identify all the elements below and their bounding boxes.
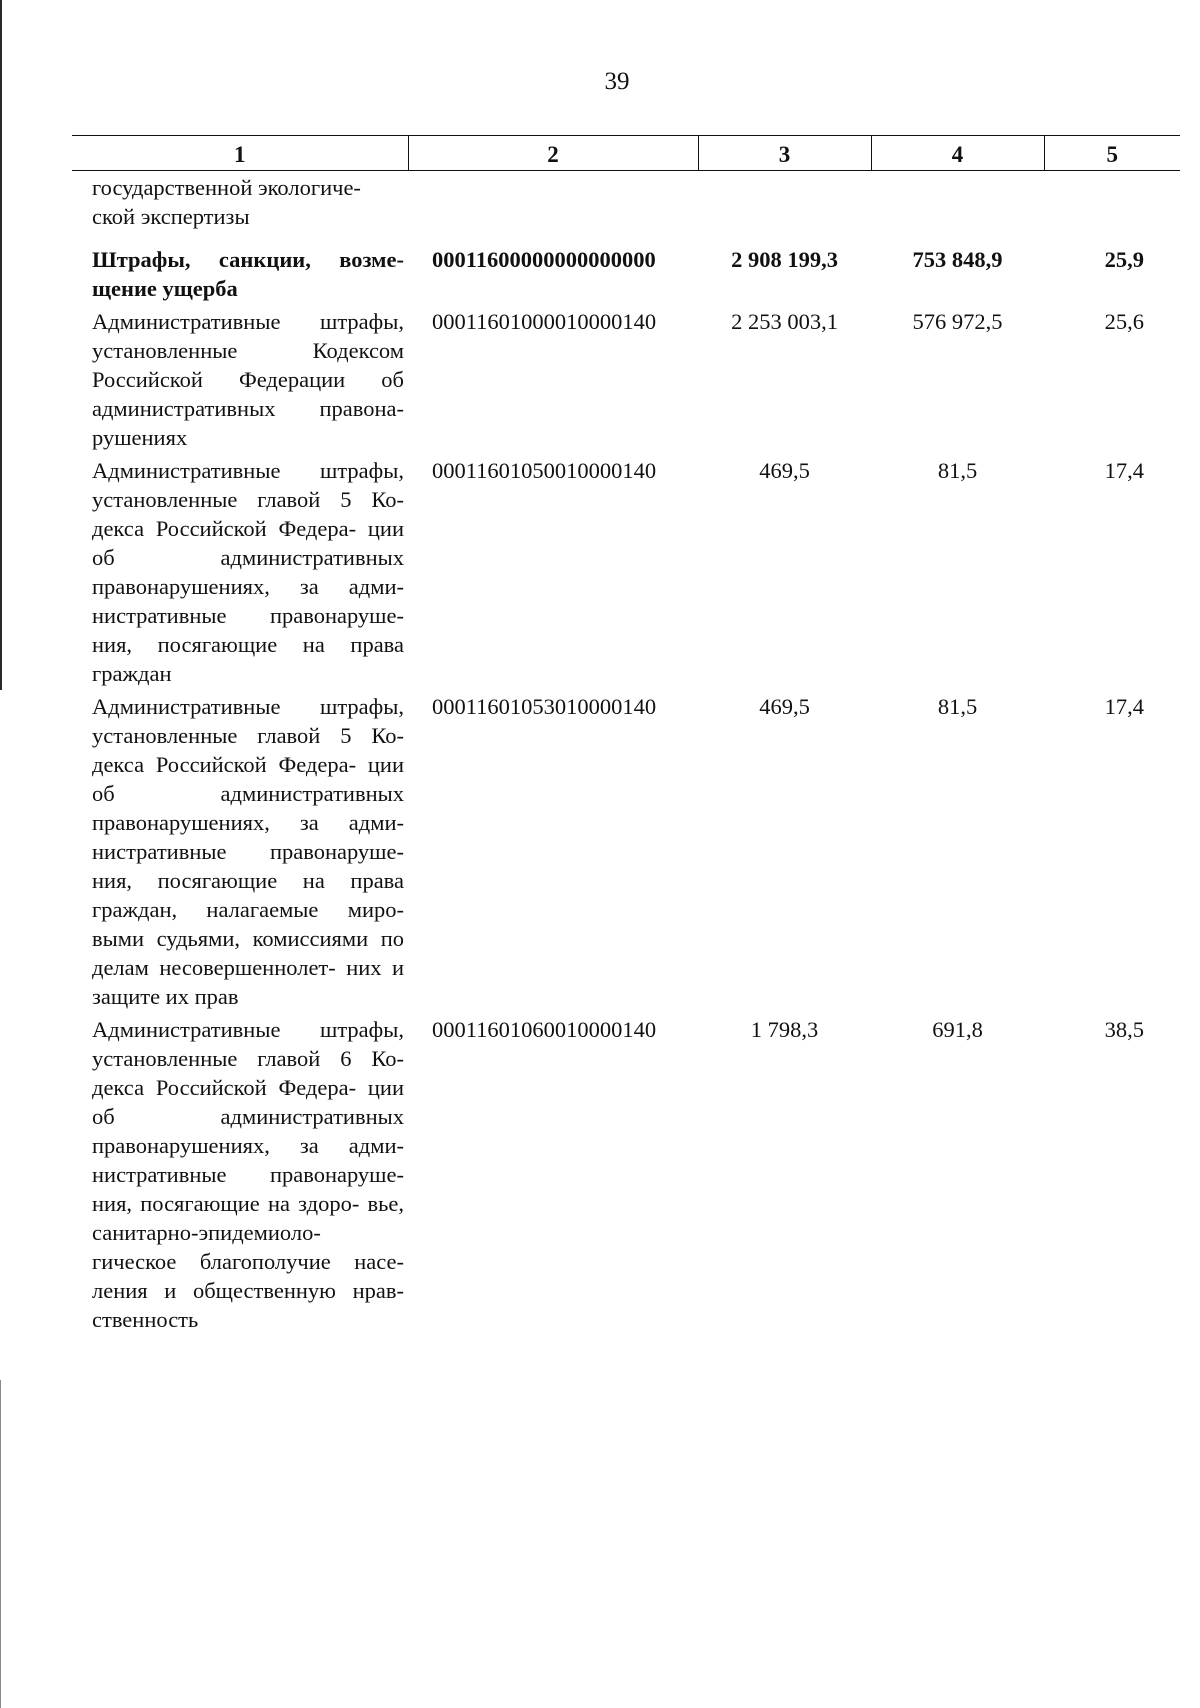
- continuation-line: ской экспертизы: [92, 204, 250, 229]
- table-row: [72, 452, 1180, 688]
- revenue-name-cell: [72, 231, 408, 303]
- plan-value-cell: 469,5: [759, 458, 810, 483]
- revenue-name-cell: [72, 688, 408, 1011]
- column-header-1: 1: [72, 136, 408, 171]
- revenue-name-line: Штрафы, санкции, возме-: [92, 247, 404, 272]
- actual-value-cell: 81,5: [937, 458, 978, 483]
- revenue-name-line: ния, посягающие на права: [92, 868, 404, 893]
- revenue-name-cell: [72, 452, 408, 688]
- continuation-name-cell: [72, 171, 408, 232]
- table-row-continuation: [72, 171, 1180, 232]
- revenue-name-line: вье, санитарно-эпидемиоло-: [92, 1191, 404, 1245]
- percent-value-cell: 17,4: [1104, 458, 1144, 483]
- revenue-name-line: Административные штрафы,: [92, 1017, 404, 1042]
- plan-value-cell: 469,5: [759, 694, 810, 719]
- revenue-name-line: Административные штрафы,: [92, 309, 404, 334]
- revenue-name-line: правонарушениях, за адми-: [92, 1133, 404, 1158]
- table-row: [72, 303, 1180, 452]
- revenue-name-line: нистративные правонаруше-: [92, 1162, 404, 1187]
- scan-edge-mark: [0, 0, 2, 690]
- revenue-name-line: декса Российской Федера-: [92, 752, 357, 777]
- revenue-name-line: щение ущерба: [92, 276, 238, 301]
- revenue-name-line: декса Российской Федера-: [92, 1075, 357, 1100]
- plan-value-cell: 1 798,3: [750, 1017, 819, 1042]
- table-row: [72, 688, 1180, 1011]
- revenue-name-line: установленные главой 5 Ко-: [92, 723, 404, 748]
- budget-code-cell: 00011601000010000140: [432, 309, 657, 334]
- percent-value-cell: 38,5: [1104, 1017, 1144, 1042]
- revenue-name-line: нистративные правонаруше-: [92, 603, 404, 628]
- revenue-name-line: нистративные правонаруше-: [92, 839, 404, 864]
- revenue-name-line: ции об административных: [92, 752, 404, 806]
- revenue-name-line: гическое благополучие насе-: [92, 1249, 404, 1274]
- budget-code-cell: 00011601050010000140: [432, 458, 657, 483]
- revenue-name-line: ции об административных: [92, 516, 404, 570]
- revenue-name-cell: [72, 1011, 408, 1334]
- revenue-name-line: установленные Кодексом: [92, 338, 404, 363]
- revenue-name-line: установленные главой 5 Ко-: [92, 487, 404, 512]
- revenue-name-line: Российской Федерации об: [92, 367, 404, 392]
- table-header-row: [72, 136, 1180, 171]
- revenue-name-line: ния, посягающие на права: [92, 632, 404, 657]
- revenue-name-line: ции об административных: [92, 1075, 404, 1129]
- budget-code-cell: 00011601053010000140: [432, 694, 657, 719]
- percent-value-cell: 25,9: [1104, 247, 1144, 272]
- table-row: [72, 231, 1180, 303]
- actual-value-cell: 576 972,5: [912, 309, 1003, 334]
- revenue-name-line: них и защите их прав: [92, 955, 405, 1009]
- revenue-name-line: Административные штрафы,: [92, 694, 404, 719]
- revenue-name-line: рушениях: [92, 425, 188, 450]
- scan-edge-mark: [0, 1380, 1, 1708]
- revenue-name-line: ления и общественную нрав-: [92, 1278, 404, 1303]
- budget-code-cell: 00011600000000000000: [432, 247, 656, 272]
- column-header-3: 3: [698, 136, 871, 171]
- continuation-line: государственной экологиче-: [92, 175, 361, 200]
- revenue-name-line: правонарушениях, за адми-: [92, 574, 404, 599]
- plan-value-cell: 2 908 199,3: [731, 247, 838, 272]
- revenue-name-line: ния, посягающие на здоро-: [92, 1191, 360, 1216]
- actual-value-cell: 753 848,9: [912, 247, 1003, 272]
- revenue-name-line: правонарушениях, за адми-: [92, 810, 404, 835]
- page-number: 39: [604, 68, 630, 95]
- budget-code-cell: 00011601060010000140: [432, 1017, 657, 1042]
- revenue-name-line: выми судьями, комиссиями: [92, 926, 369, 951]
- column-header-5: 5: [1044, 136, 1180, 171]
- actual-value-cell: 691,8: [932, 1017, 983, 1042]
- percent-value-cell: 17,4: [1104, 694, 1144, 719]
- table-row: [72, 1011, 1180, 1334]
- revenue-name-line: установленные главой 6 Ко-: [92, 1046, 404, 1071]
- budget-table: [72, 135, 1180, 1334]
- revenue-name-line: ственность: [92, 1307, 199, 1332]
- plan-value-cell: 2 253 003,1: [731, 309, 838, 334]
- revenue-name-line: декса Российской Федера-: [92, 516, 357, 541]
- column-header-4: 4: [871, 136, 1044, 171]
- revenue-name-line: граждан, налагаемые миро-: [92, 897, 404, 922]
- actual-value-cell: 81,5: [937, 694, 978, 719]
- revenue-name-line: Административные штрафы,: [92, 458, 404, 483]
- revenue-name-line: граждан: [92, 661, 172, 686]
- revenue-name-cell: [72, 303, 408, 452]
- percent-value-cell: 25,6: [1104, 309, 1144, 334]
- revenue-name-line: административных правона-: [92, 396, 404, 421]
- column-header-2: 2: [408, 136, 698, 171]
- revenue-name-line: по делам несовершеннолет-: [92, 926, 405, 980]
